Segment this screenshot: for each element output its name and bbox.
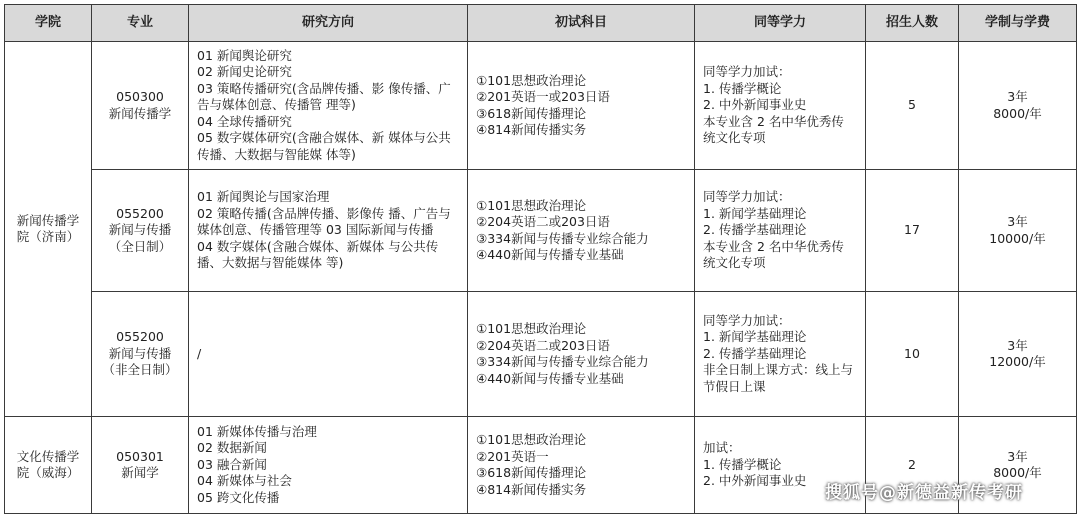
header-quota: 招生人数 bbox=[866, 5, 959, 42]
equivalent-item: 1. 新闻学基础理论 bbox=[703, 205, 807, 221]
exam-item: ②201英语一 bbox=[476, 448, 549, 464]
major-name: 新闻学 bbox=[121, 465, 159, 480]
fee-cell bbox=[959, 292, 1077, 417]
college-cell bbox=[5, 42, 92, 417]
equivalent-item: 非全日制上课方式：线上与节假日上课 bbox=[703, 362, 854, 394]
equivalent-item: 加试： bbox=[703, 440, 741, 456]
quota-cell: 17 bbox=[866, 170, 959, 292]
direction-item: 05 跨文化传播 bbox=[197, 489, 280, 505]
header-major: 专业 bbox=[92, 5, 189, 42]
table-row bbox=[5, 292, 1077, 417]
admissions-table bbox=[4, 4, 1077, 514]
direction-item: / bbox=[197, 345, 202, 361]
exam-item: ③618新闻传播理论 bbox=[476, 105, 587, 121]
equivalent-item: 2. 中外新闻事业史 bbox=[703, 97, 807, 113]
fee-duration: 3年 bbox=[1007, 448, 1028, 464]
header-college: 学院 bbox=[5, 5, 92, 42]
fee-amount: 8000/年 bbox=[993, 465, 1042, 480]
table-row bbox=[5, 42, 1077, 170]
quota-cell: 5 bbox=[866, 42, 959, 170]
fee-duration: 3年 bbox=[1007, 89, 1028, 104]
exam-item: ①101思想政治理论 bbox=[476, 321, 587, 336]
exam-item: ③618新闻传播理论 bbox=[476, 465, 587, 480]
quota-cell: 10 bbox=[866, 292, 959, 417]
college-name: 新闻传播学院（济南） bbox=[16, 212, 80, 244]
major-cell bbox=[92, 42, 189, 170]
direction-item: 02 新闻史论研究 bbox=[197, 64, 292, 80]
equivalent-item: 2. 传播学基础理论 bbox=[703, 222, 807, 238]
exam-item: ④440新闻与传播专业基础 bbox=[476, 247, 624, 262]
direction-item: 04 数字媒体(含融合媒体、新媒体 与公共传播、大数据与智能媒体 等) bbox=[197, 238, 439, 271]
exam-item: ①101思想政治理论 bbox=[476, 72, 587, 88]
direction-item: 02 数据新闻 bbox=[197, 440, 267, 456]
equivalent-item: 本专业含 2 名中华优秀传 统文化专项 bbox=[703, 113, 844, 146]
major-name: 新闻与传播 bbox=[108, 345, 172, 361]
equivalent-item: 2. 中外新闻事业史 bbox=[703, 473, 807, 489]
direction-item: 01 新闻舆论与国家治理 bbox=[197, 189, 330, 205]
equivalent-cell bbox=[695, 42, 866, 170]
direction-item: 04 新媒体与社会 bbox=[197, 473, 292, 489]
major-name: 新闻与传播 bbox=[108, 222, 172, 238]
direction-item: 02 策略传播(含品牌传播、影像传 播、广告与媒体创意、传播管理等 03 国际新闻与传播 bbox=[197, 205, 451, 238]
source-watermark: 搜狐号@新德益新传考研 bbox=[825, 483, 1023, 503]
equivalent-cell bbox=[695, 292, 866, 417]
header-equivalent: 同等学力 bbox=[695, 5, 866, 42]
exam-item: ②201英语一或203日语 bbox=[476, 89, 610, 104]
major-code: 055200 bbox=[116, 205, 164, 221]
header-row bbox=[5, 5, 1077, 42]
fee-amount: 12000/年 bbox=[989, 354, 1046, 369]
fee-duration: 3年 bbox=[1007, 214, 1028, 229]
major-code: 050300 bbox=[116, 89, 164, 104]
major-name: 新闻传播学 bbox=[108, 105, 172, 121]
header-directions: 研究方向 bbox=[189, 5, 468, 42]
directions-cell bbox=[189, 417, 468, 514]
exam-item: ①101思想政治理论 bbox=[476, 432, 587, 447]
equivalent-item: 同等学力加试： bbox=[703, 312, 791, 328]
exam-item: ④814新闻传播实务 bbox=[476, 122, 587, 137]
college-name: 文化传播学院（威海） bbox=[16, 448, 80, 480]
equivalent-item: 1. 传播学概论 bbox=[703, 456, 782, 472]
equivalent-cell bbox=[695, 170, 866, 292]
quota-cell: 2 bbox=[866, 417, 959, 514]
direction-item: 04 全球传播研究 bbox=[197, 113, 292, 129]
major-mode: （全日制） bbox=[108, 238, 172, 254]
direction-item: 05 数字媒体研究(含融合媒体、新 媒体与公共传播、大数据与智能媒 体等) bbox=[197, 130, 451, 162]
exams-cell bbox=[468, 170, 695, 292]
college-cell bbox=[5, 417, 92, 514]
major-mode: （非全日制） bbox=[102, 362, 178, 378]
exam-item: ②204英语二或203日语 bbox=[476, 214, 610, 229]
fee-cell bbox=[959, 42, 1077, 170]
fee-duration: 3年 bbox=[1007, 337, 1028, 353]
direction-item: 03 融合新闻 bbox=[197, 456, 267, 472]
header-exams: 初试科目 bbox=[468, 5, 695, 42]
directions-cell bbox=[189, 42, 468, 170]
equivalent-item: 2. 传播学基础理论 bbox=[703, 345, 807, 361]
exam-item: ④440新闻与传播专业基础 bbox=[476, 370, 624, 386]
table-row bbox=[5, 170, 1077, 292]
major-code: 050301 bbox=[116, 448, 164, 464]
direction-item: 03 策略传播研究(含品牌传播、影 像传播、广告与媒体创意、传播管 理等) bbox=[197, 80, 451, 113]
exam-item: ③334新闻与传播专业综合能力 bbox=[476, 230, 649, 246]
major-cell bbox=[92, 417, 189, 514]
equivalent-item: 本专业含 2 名中华优秀传 统文化专项 bbox=[703, 238, 844, 271]
exam-item: ①101思想政治理论 bbox=[476, 197, 587, 213]
exam-item: ③334新闻与传播专业综合能力 bbox=[476, 354, 649, 369]
equivalent-item: 1. 传播学概论 bbox=[703, 80, 782, 96]
equivalent-item: 同等学力加试： bbox=[703, 64, 791, 80]
major-code: 055200 bbox=[116, 329, 164, 345]
fee-cell bbox=[959, 170, 1077, 292]
major-cell bbox=[92, 292, 189, 417]
fee-amount: 8000/年 bbox=[993, 105, 1042, 121]
exam-item: ④814新闻传播实务 bbox=[476, 481, 587, 497]
directions-cell bbox=[189, 292, 468, 417]
direction-item: 01 新闻舆论研究 bbox=[197, 47, 292, 63]
exam-item: ②204英语二或203日语 bbox=[476, 337, 610, 353]
major-cell bbox=[92, 170, 189, 292]
direction-item: 01 新媒体传播与治理 bbox=[197, 423, 317, 439]
exams-cell bbox=[468, 292, 695, 417]
equivalent-item: 同等学力加试： bbox=[703, 189, 791, 205]
header-fee: 学制与学费 bbox=[959, 5, 1077, 42]
exams-cell bbox=[468, 417, 695, 514]
directions-cell bbox=[189, 170, 468, 292]
equivalent-item: 1. 新闻学基础理论 bbox=[703, 329, 807, 345]
exams-cell bbox=[468, 42, 695, 170]
fee-amount: 10000/年 bbox=[989, 230, 1046, 246]
